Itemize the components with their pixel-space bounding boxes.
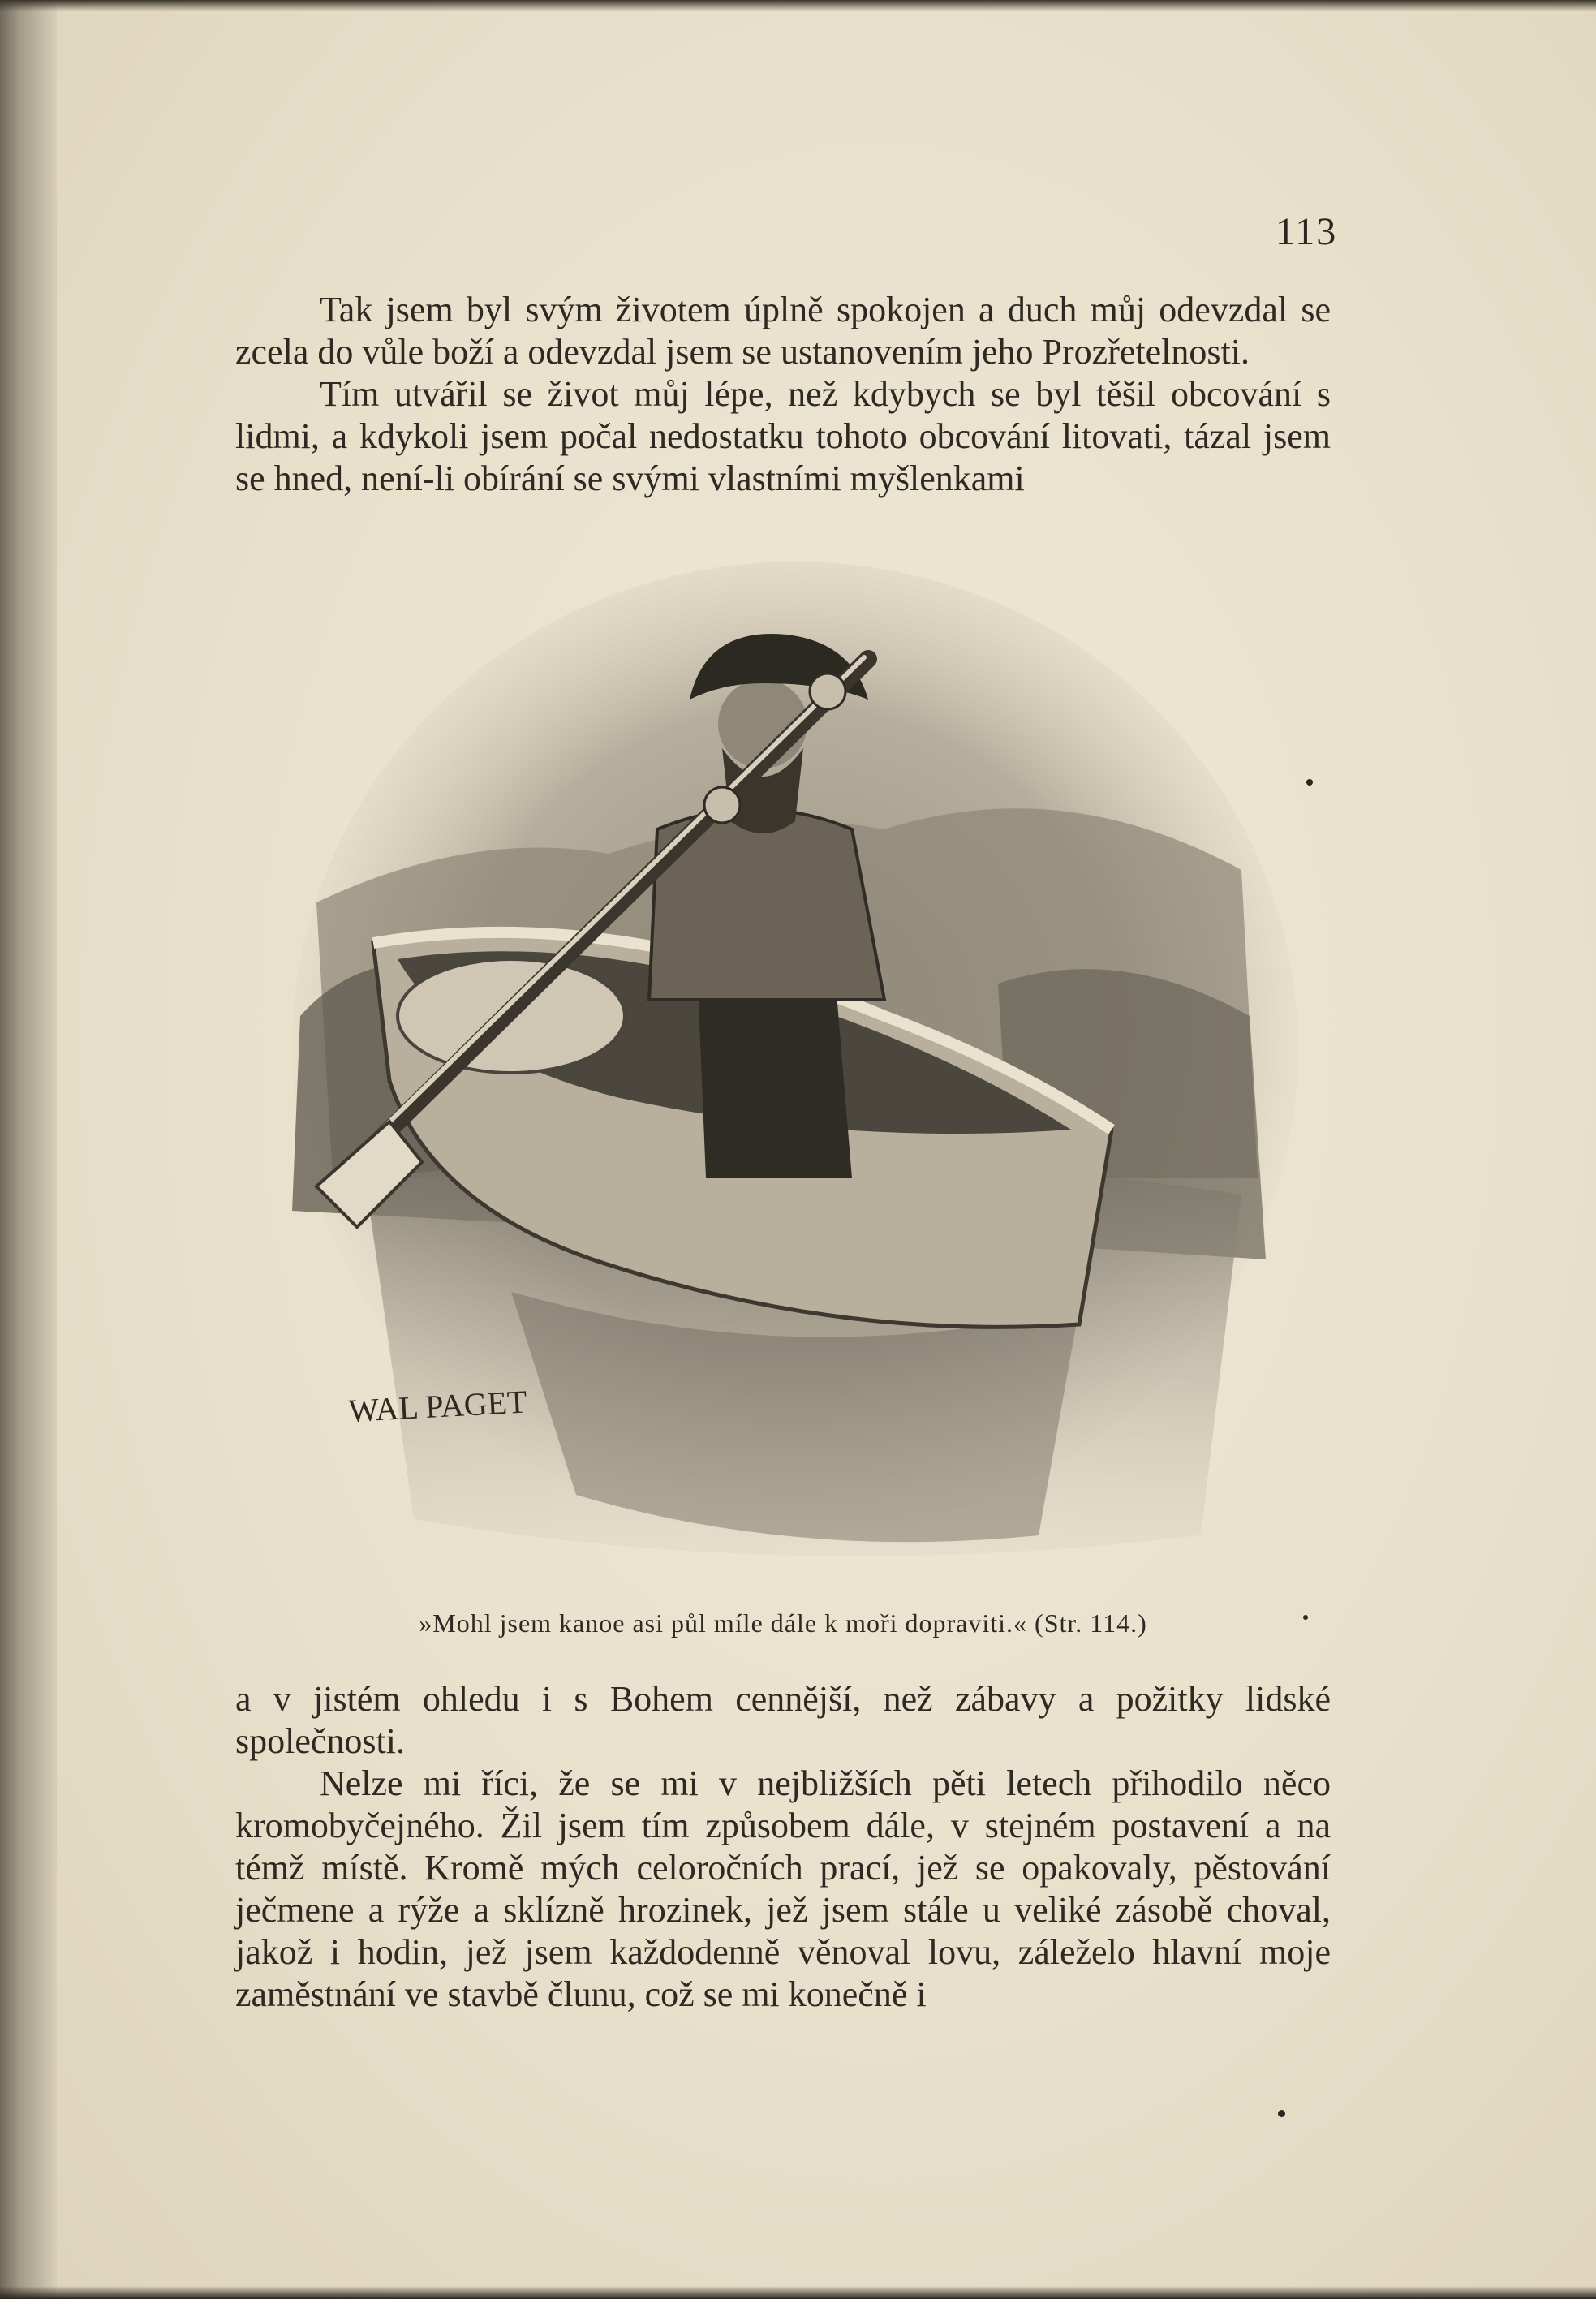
ink-speck bbox=[1303, 1615, 1308, 1620]
man-hand-upper bbox=[810, 674, 845, 709]
artist-signature: WAL PAGET bbox=[347, 1383, 528, 1429]
paragraph: Tak jsem byl svým životem úplně spokojen a duch můj odevzdal se zcela do vůle boží a odevzdal jsem se ustanovením jeho Prozřetelnosti. bbox=[235, 290, 1331, 372]
page-bottom-edge bbox=[0, 2286, 1596, 2299]
text-block-bottom bbox=[235, 1678, 1331, 2016]
man-hand-lower bbox=[704, 787, 740, 823]
paragraph: Nelze mi říci, že se mi v nejbližších pěti letech přihodilo něco kromobyčejného. Žil jsem tím způsobem dále, v stejném postavení a na témž místě. Kromě mých celoročních prací, jež se opakovaly, pěstování ječmene a rýže a sklízně hrozinek, jež jsem stále u veliké zásobě choval, jakož i hodin, jež jsem každodenně věnoval lovu, záleželo hlavní moje zaměstnání ve stavbě člunu, což se mi konečně i bbox=[235, 1763, 1331, 2014]
engraving bbox=[268, 562, 1323, 1592]
ink-speck bbox=[1278, 2110, 1285, 2117]
illustration-caption: »Mohl jsem kanoe asi půl míle dále k moři dopraviti.« (Str. 114.) bbox=[419, 1608, 1147, 1638]
man-legs bbox=[698, 984, 852, 1178]
page-top-edge bbox=[0, 0, 1596, 11]
binding-shadow bbox=[0, 0, 57, 2299]
paragraph: Tím utvářil se život můj lépe, než kdybych se byl těšil obcování s lidmi, a kdykoli jsem počal nedostatku tohoto obcování litovati, tázal jsem se hned, není-li obírání se svými vlastními myšlenkami bbox=[235, 374, 1331, 498]
text-block-top bbox=[235, 289, 1331, 500]
illustration-man-in-canoe bbox=[268, 562, 1323, 1592]
page-number: 113 bbox=[1276, 210, 1338, 253]
ink-speck bbox=[1306, 779, 1313, 786]
paragraph: a v jistém ohledu i s Bohem cennější, než zábavy a požitky lidské společnosti. bbox=[235, 1679, 1331, 1761]
